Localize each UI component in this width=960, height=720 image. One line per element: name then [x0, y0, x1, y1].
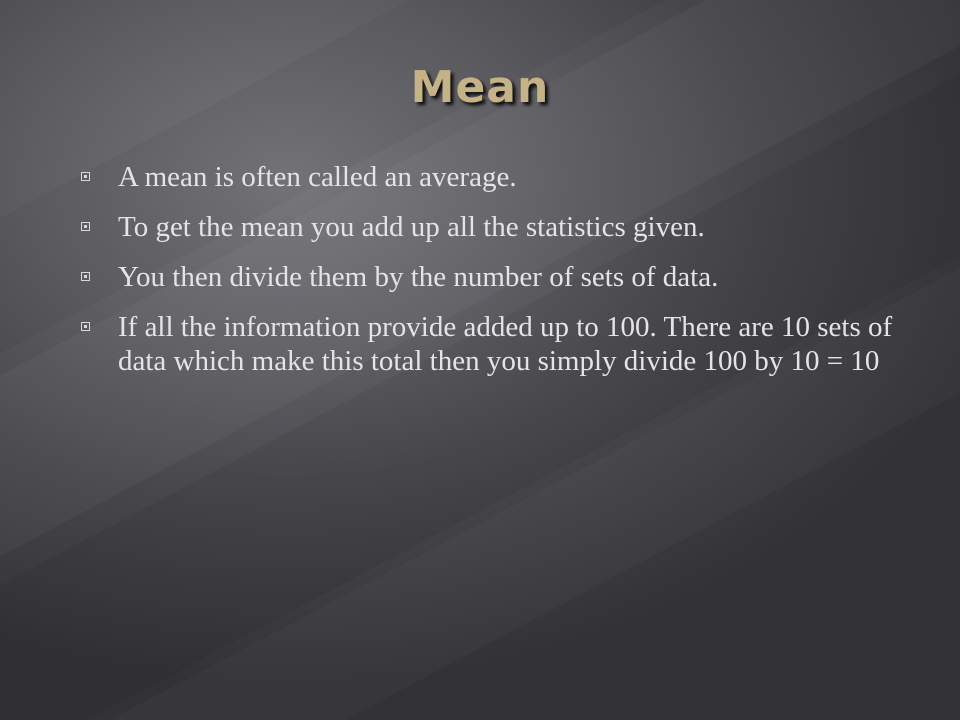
square-bullet-icon: [81, 322, 90, 331]
bullet-item: [78, 160, 908, 194]
bullet-item: [78, 260, 908, 294]
bullet-text: You then divide them by the number of sets of data.: [118, 261, 719, 293]
bullet-list: [78, 160, 908, 394]
bullet-item: [78, 210, 908, 244]
bullet-item: [78, 310, 908, 378]
bullet-text: If all the information provide added up to 100. There are 10 sets of data which make this total then you simply divide 100 by 10 = 10: [118, 311, 893, 377]
slide-title: Mean: [410, 62, 550, 113]
square-bullet-icon: [81, 272, 90, 281]
square-bullet-icon: [81, 172, 90, 181]
square-bullet-icon: [81, 222, 90, 231]
bullet-text: A mean is often called an average.: [118, 161, 517, 193]
bullet-text: To get the mean you add up all the statistics given.: [118, 211, 705, 243]
